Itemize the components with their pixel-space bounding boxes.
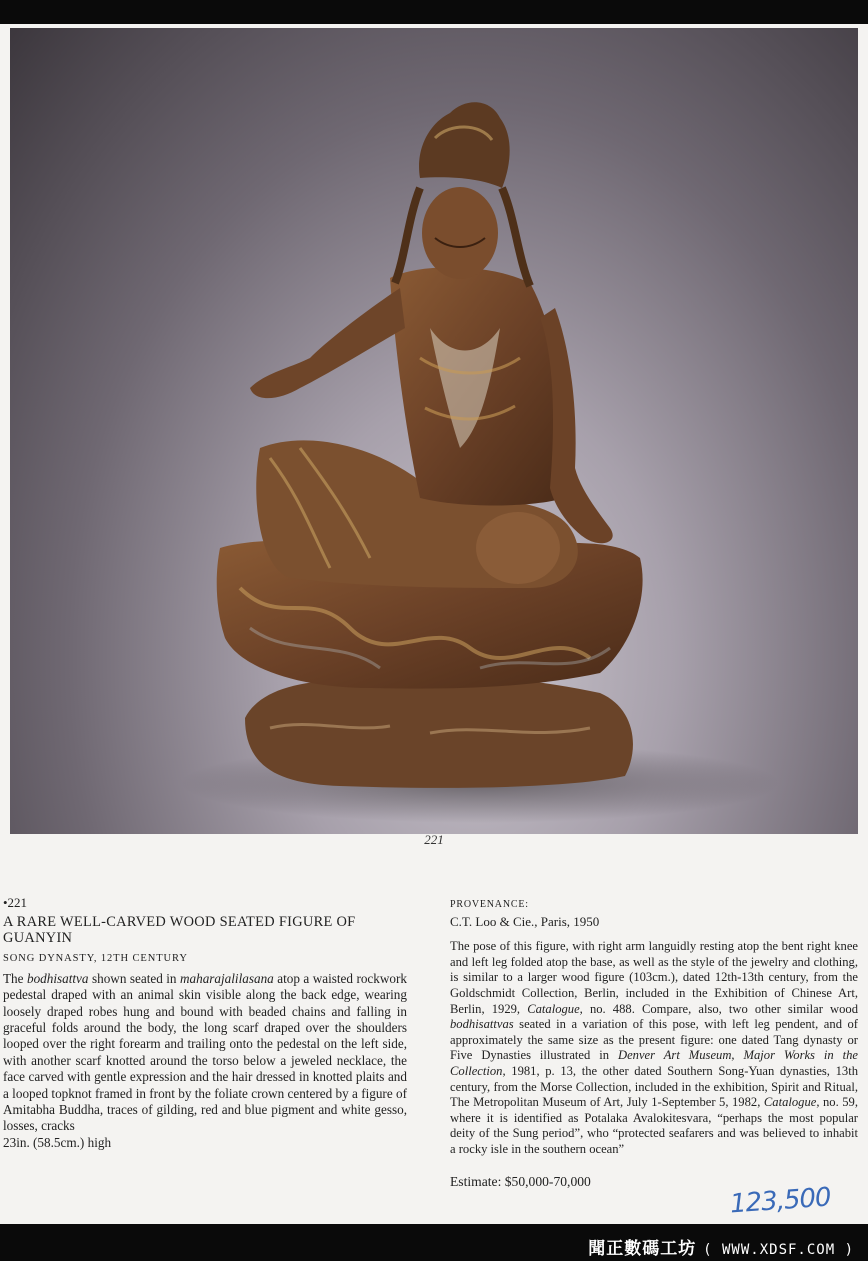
provenance-text: C.T. Loo & Cie., Paris, 1950 — [450, 913, 600, 929]
sculpture-photo — [10, 28, 858, 834]
desc-text: shown seated in — [88, 970, 180, 986]
notes-italic: Catalogue, — [763, 1095, 820, 1110]
watermark-brand: 聞正數碼工坊 — [588, 1239, 697, 1259]
lot-title: A RARE WELL-CARVED WOOD SEATED FIGURE OF GUANYIN — [3, 914, 356, 947]
lot-number: •221 — [3, 895, 28, 910]
provenance-column — [450, 897, 858, 1189]
guanyin-figure-illustration — [10, 28, 858, 834]
notes-text: no. 59, where it is identified as Potalaka Avalokitesvara, “perhaps the most popular deity of the Sung period”, who “protected seafarers and was believed to inhabit a rocky isle in the southern ocean” — [450, 1095, 859, 1156]
notes-text: no. 488. Compare, also, two other similar wood — [582, 1001, 858, 1016]
watermark-url: ( WWW.XDSF.COM ) — [703, 1242, 854, 1258]
notes-italic: bodhisattvas — [450, 1017, 514, 1032]
notes-text: The pose of this figure, with right arm languidly resting atop the bent right knee and left leg folded atop the base, as well as the style of the jewelry and clothing, is similar to a larger wood figure (103cm.), dated 12th-13th century, from the Goldschmidt Collection, Berlin, included in the Exhibition of Chinese Art, Berlin, 1929, — [450, 939, 858, 1016]
watermark-footer — [588, 1234, 854, 1259]
photo-caption-number: 221 — [424, 832, 444, 847]
notes-text: seated in a variation of this pose, with left leg pendent, and of approximately the same size as the present figure: one dated Tang dynasty or Five Dynasties illustrated in — [450, 1017, 858, 1063]
desc-italic: bodhisattva — [26, 970, 89, 986]
comparison-notes — [450, 939, 858, 1157]
lot-dimensions: 23in. (58.5cm.) high — [3, 1134, 112, 1150]
desc-text: atop a waisted rockwork pedestal draped with an animal skin visible along the back edge, wearing loosely draped robes hung and bound with beaded chains and falling in graceful folds around the body, the long scarf draped over the shoulders looped over the right forearm and trailing onto the pedestal on the left side, with another scarf knotted around the torso below a jeweled necklace, the face carved with gentle expression and the hair dressed in knotted plaits and a looped topknot framed in front by the foliate crown centered by a figure of Amitabha Buddha, traces of gilding, red and blue pigment and white gesso, losses, cracks — [3, 970, 407, 1134]
notes-italic: Catalogue, — [527, 1001, 583, 1016]
handwritten-price: 123,500 — [729, 1182, 832, 1220]
desc-text: The — [3, 970, 27, 986]
notes-text: 1981, p. 13, the other dated Southern Song-Yuan dynasties, 13th century, from the Morse Collection, included in the exhibition, Spirit and Ritual, The Metropolitan Museum of Art, July 1-September 5, 1982, — [450, 1063, 858, 1110]
notes-italic: Denver Art Museum, Major Works in the Collection, — [450, 1048, 859, 1078]
provenance-heading: PROVENANCE: — [450, 899, 529, 910]
estimate: Estimate: $50,000-70,000 — [450, 1173, 591, 1189]
catalogue-page — [0, 24, 868, 1224]
lot-description-column — [3, 895, 407, 1151]
desc-italic: maharajalilasana — [179, 970, 274, 986]
lot-description — [3, 971, 407, 1135]
lot-dynasty: SONG DYNASTY, 12TH CENTURY — [3, 953, 188, 965]
